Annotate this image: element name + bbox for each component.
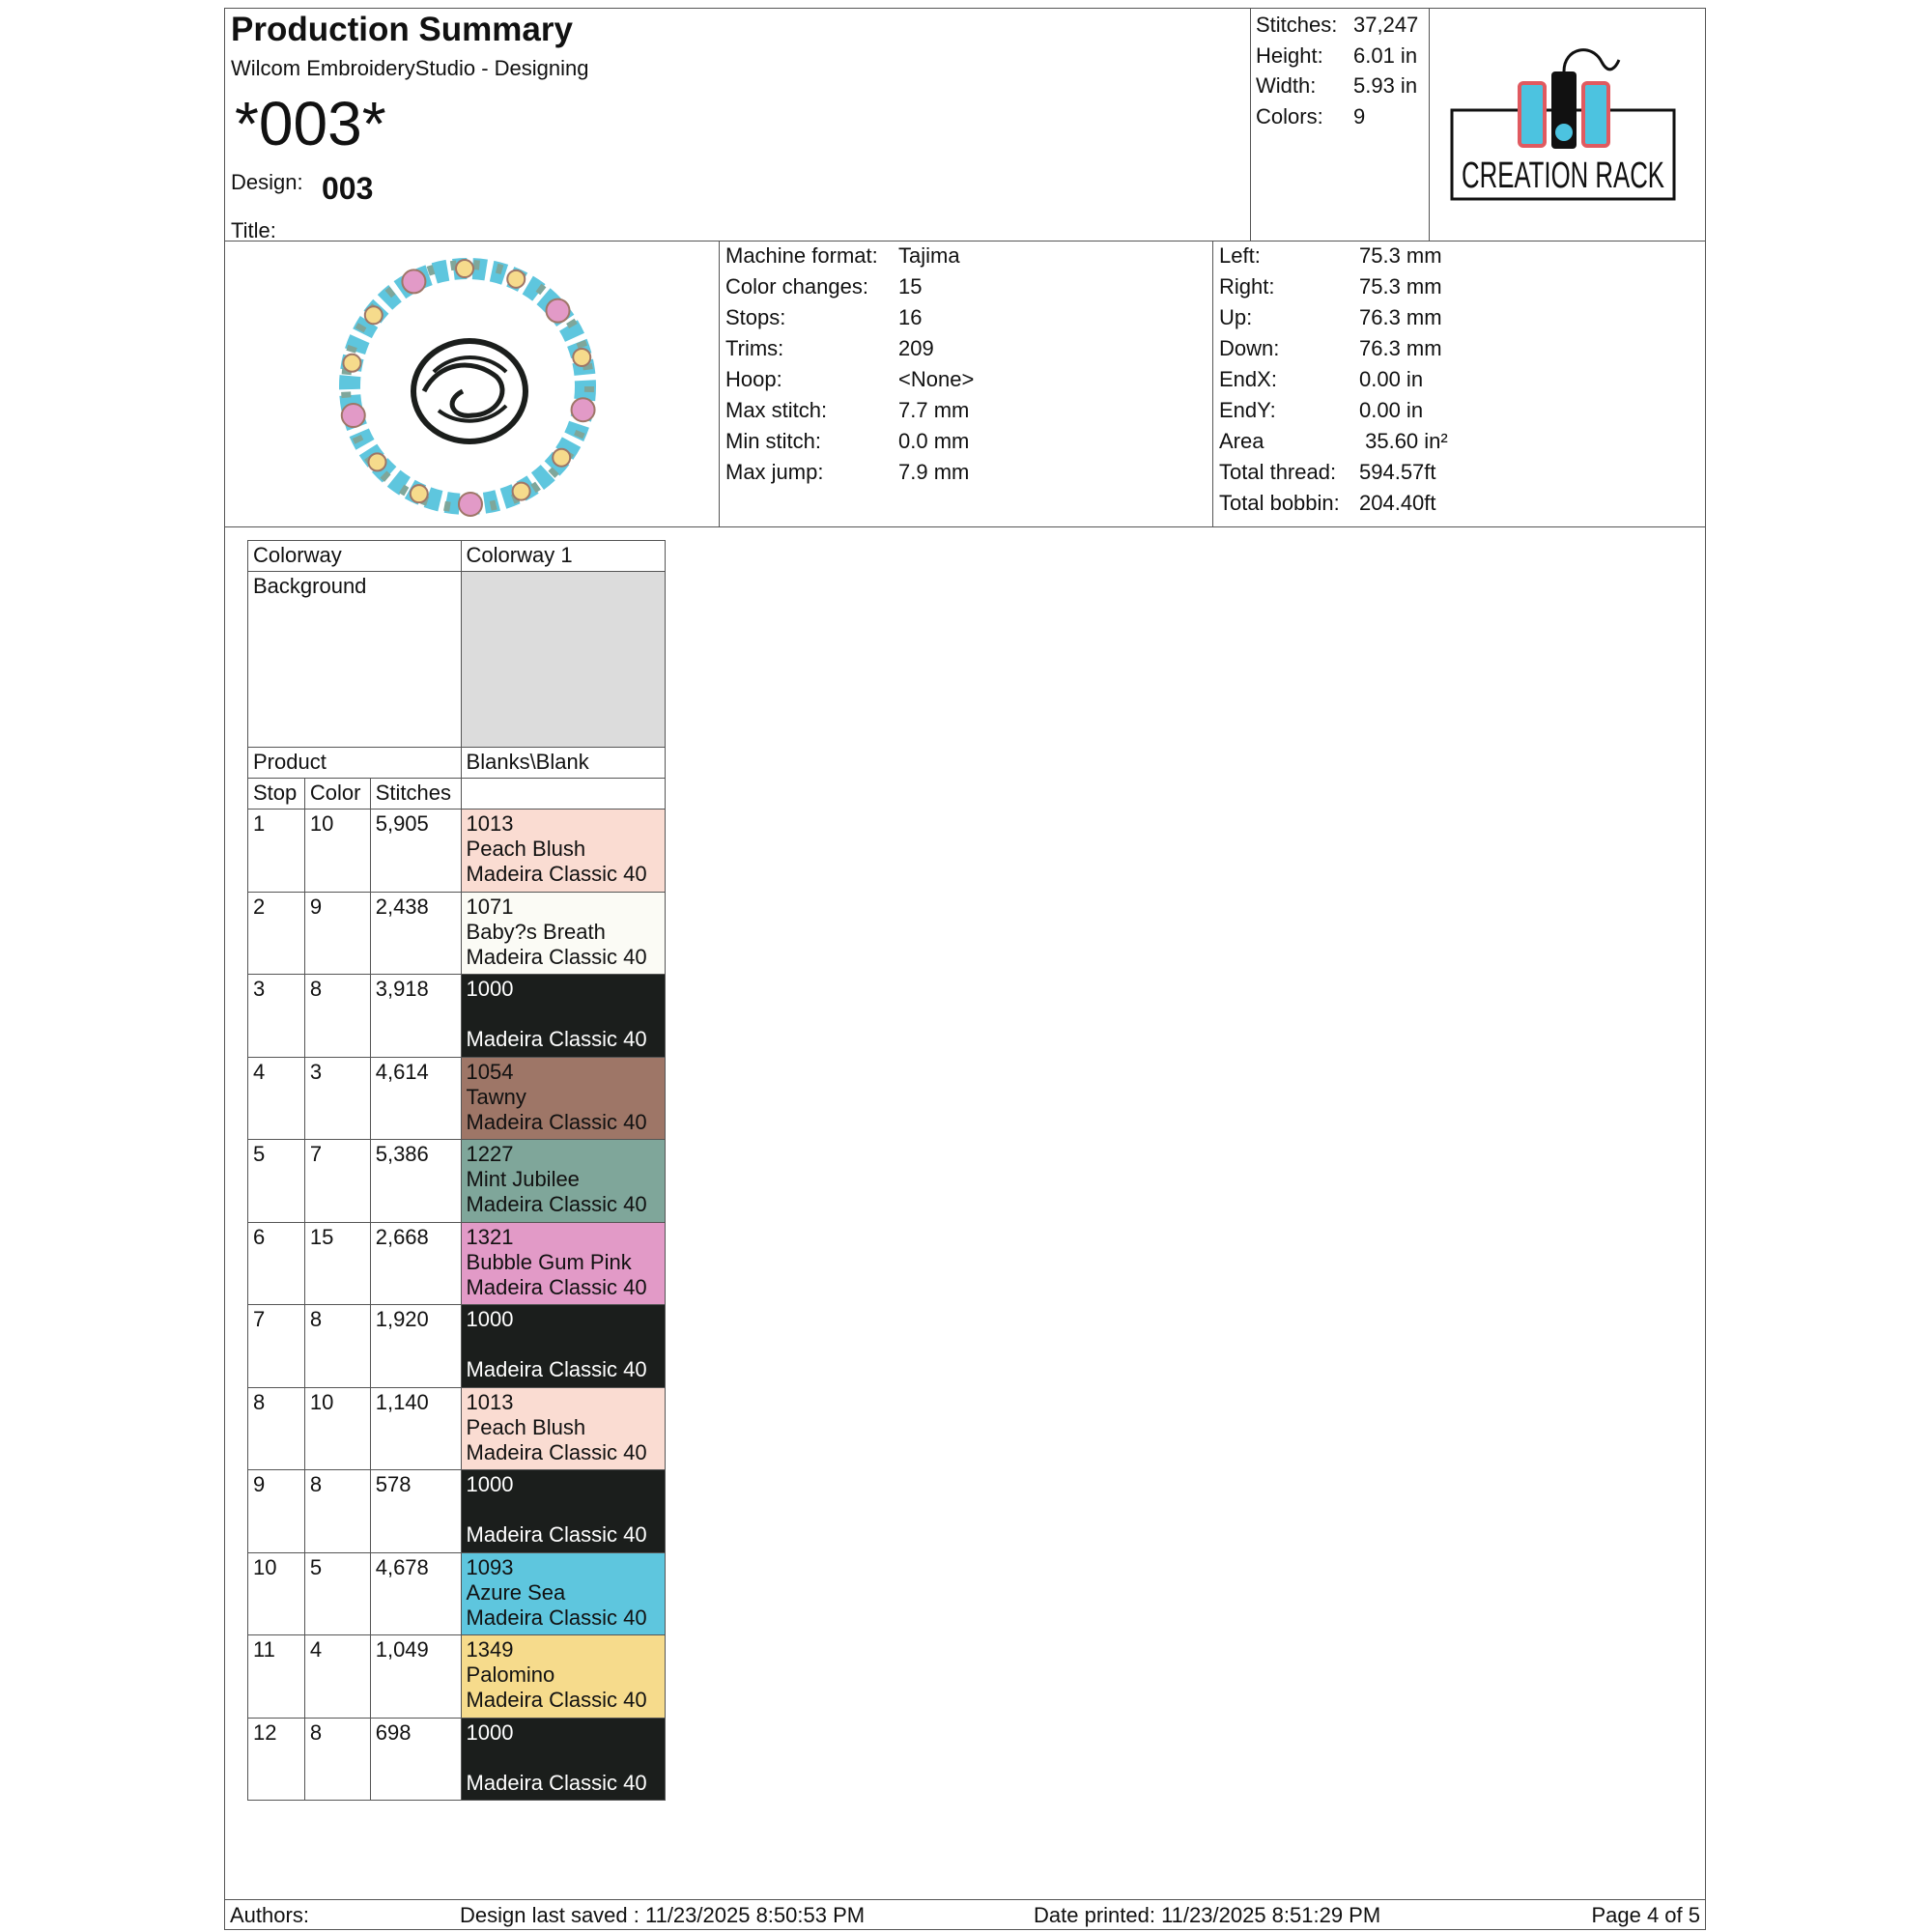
stitch-count: 1,920 (370, 1305, 461, 1388)
spool-icon (1520, 50, 1619, 149)
down-value: 76.3 mm (1359, 336, 1442, 360)
down-label: Down: (1219, 336, 1280, 360)
thread-brand: Madeira Classic 40 (466, 1688, 647, 1712)
thread-name: Mint Jubilee (466, 1167, 580, 1191)
yellow-flower (573, 349, 590, 366)
thread-swatch (461, 1140, 665, 1223)
table-row (248, 975, 666, 1058)
stitch-count: 2,668 (370, 1222, 461, 1305)
thread-swatch (461, 1222, 665, 1305)
yellow-flower (365, 306, 383, 324)
thread-swatch (461, 810, 665, 893)
stop-number: 4 (248, 1057, 305, 1140)
thread-brand: Madeira Classic 40 (466, 1770, 647, 1795)
colorway-label: Colorway (248, 541, 462, 572)
thread-name: Palomino (466, 1662, 555, 1687)
up-label: Up: (1219, 305, 1253, 329)
total-bobbin-label: Total bobbin: (1219, 491, 1340, 515)
color-changes-label: Color changes: (725, 274, 868, 298)
thread-swatch (461, 975, 665, 1058)
colors-label: Colors: (1256, 104, 1323, 128)
stop-number: 5 (248, 1140, 305, 1223)
width-value: 5.93 in (1353, 73, 1418, 98)
stitch-count: 2,438 (370, 892, 461, 975)
color-number: 8 (304, 975, 370, 1058)
table-row (248, 1057, 666, 1140)
thread-brand: Madeira Classic 40 (466, 1357, 647, 1381)
footer-page-number: Page 4 of 5 (1591, 1903, 1700, 1927)
endx-value: 0.00 in (1359, 367, 1424, 391)
color-number: 10 (304, 1387, 370, 1470)
stop-number: 6 (248, 1222, 305, 1305)
stitch-count: 578 (370, 1470, 461, 1553)
title-label: Title: (231, 218, 276, 242)
thread-name: Azure Sea (466, 1579, 566, 1605)
stitch-count: 5,386 (370, 1140, 461, 1223)
app-name: Wilcom EmbroideryStudio - Designing (231, 56, 589, 80)
thread-swatch (461, 1552, 665, 1635)
thread-code: 1321 (466, 1224, 514, 1249)
creation-rack-logo (1447, 43, 1679, 207)
thread-brand: Madeira Classic 40 (466, 1605, 647, 1630)
stitch-count: 1,049 (370, 1635, 461, 1719)
table-row (248, 1470, 666, 1553)
stop-number: 9 (248, 1470, 305, 1553)
table-row (248, 892, 666, 975)
table-row (248, 1140, 666, 1223)
thread-name: Peach Blush (466, 837, 586, 861)
table-row (248, 810, 666, 893)
stop-number: 11 (248, 1635, 305, 1719)
rose-flower (546, 299, 569, 323)
footer-last-saved: Design last saved : 11/23/2025 8:50:53 PM (460, 1903, 866, 1927)
yellow-flower (369, 453, 386, 470)
thread-brand: Madeira Classic 40 (466, 1274, 647, 1299)
thread-code: 1000 (466, 1719, 514, 1745)
endx-label: EndX: (1219, 367, 1277, 391)
thread-code: 1013 (466, 1389, 514, 1414)
stitch-count: 1,140 (370, 1387, 461, 1470)
footer-authors: Authors: (230, 1903, 309, 1927)
color-changes-value: 15 (898, 274, 923, 298)
color-number: 8 (304, 1718, 370, 1801)
left-label: Left: (1219, 243, 1261, 268)
color-number: 5 (304, 1552, 370, 1635)
thread-brand: Madeira Classic 40 (466, 862, 647, 886)
hoop-label: Hoop: (725, 367, 782, 391)
thread-swatch (461, 1057, 665, 1140)
thread-code: 1227 (466, 1142, 514, 1166)
design-label: Design: (231, 170, 303, 194)
area-label: Area (1219, 429, 1264, 453)
table-row (248, 1635, 666, 1719)
rose-flower (459, 493, 482, 516)
colorway-value: Colorway 1 (461, 541, 665, 572)
rose-flower (572, 398, 595, 421)
thread-swatch (461, 1470, 665, 1553)
color-number: 3 (304, 1057, 370, 1140)
thread-code: 1054 (466, 1059, 514, 1084)
thread-name (467, 1002, 660, 1027)
trims-label: Trims: (725, 336, 784, 360)
report-title: Production Summary (231, 11, 573, 48)
thread-code: 1093 (466, 1554, 514, 1579)
max-stitch-value: 7.7 mm (898, 398, 970, 422)
total-thread-value: 594.57ft (1359, 460, 1436, 484)
product-value: Blanks\Blank (461, 748, 665, 779)
rose-flower (342, 404, 365, 427)
min-stitch-label: Min stitch: (725, 429, 822, 453)
stop-number: 8 (248, 1387, 305, 1470)
stops-value: 16 (898, 305, 923, 329)
yellow-flower (553, 449, 570, 467)
product-label: Product (248, 748, 462, 779)
stitch-count: 4,678 (370, 1552, 461, 1635)
thread-swatch (461, 1387, 665, 1470)
table-row (248, 1552, 666, 1635)
stop-number: 10 (248, 1552, 305, 1635)
thread-name (467, 1497, 660, 1522)
max-jump-value: 7.9 mm (898, 460, 970, 484)
stop-number: 3 (248, 975, 305, 1058)
thread-brand: Madeira Classic 40 (466, 1439, 647, 1464)
thread-swatch (461, 1305, 665, 1388)
colorway-table (247, 540, 666, 1801)
stitches-value: 37,247 (1353, 13, 1419, 37)
endy-label: EndY: (1219, 398, 1276, 422)
thread-name (467, 1746, 660, 1771)
color-number: 8 (304, 1305, 370, 1388)
hoop-value: <None> (898, 367, 975, 391)
trims-value: 209 (898, 336, 934, 360)
thread-code: 1000 (466, 1307, 514, 1331)
up-value: 76.3 mm (1359, 305, 1442, 329)
stops-label: Stops: (725, 305, 786, 329)
thread-name: Bubble Gum Pink (466, 1249, 632, 1274)
max-stitch-label: Max stitch: (725, 398, 828, 422)
thread-brand: Madeira Classic 40 (466, 1027, 647, 1051)
yellow-flower (513, 483, 530, 500)
yellow-flower (456, 260, 473, 277)
col-header-stop: Stop (248, 779, 305, 810)
col-header-thread (461, 779, 665, 810)
area-value: 35.60 in² (1359, 429, 1448, 453)
total-bobbin-value: 204.40ft (1359, 491, 1436, 515)
design-value: 003 (322, 171, 374, 206)
thread-brand: Madeira Classic 40 (466, 1522, 647, 1547)
colors-value: 9 (1353, 104, 1366, 128)
height-label: Height: (1256, 43, 1323, 68)
thread-code: 1000 (466, 1472, 514, 1496)
endy-value: 0.00 in (1359, 398, 1424, 422)
color-number: 7 (304, 1140, 370, 1223)
stitch-count: 4,614 (370, 1057, 461, 1140)
stitches-label: Stitches: (1256, 13, 1338, 37)
color-number: 9 (304, 892, 370, 975)
yellow-flower (507, 270, 525, 288)
machine-format-label: Machine format: (725, 243, 878, 268)
thread-swatch (461, 892, 665, 975)
stitch-count: 3,918 (370, 975, 461, 1058)
total-thread-label: Total thread: (1219, 460, 1337, 484)
table-row (248, 1222, 666, 1305)
yellow-flower (343, 355, 360, 372)
machine-format-value: Tajima (898, 243, 960, 268)
logo-text: CREATION RACK (1462, 156, 1664, 196)
color-number: 8 (304, 1470, 370, 1553)
thread-name (467, 1332, 660, 1357)
background-label: Background (248, 572, 462, 748)
stop-number: 1 (248, 810, 305, 893)
table-row (248, 1718, 666, 1801)
stop-number: 2 (248, 892, 305, 975)
stitch-count: 698 (370, 1718, 461, 1801)
height-value: 6.01 in (1353, 43, 1418, 68)
max-jump-label: Max jump: (725, 460, 824, 484)
color-number: 10 (304, 810, 370, 893)
thread-brand: Madeira Classic 40 (466, 944, 647, 969)
table-row (248, 1387, 666, 1470)
design-preview (327, 246, 608, 526)
background-swatch (461, 572, 665, 748)
table-row (248, 1305, 666, 1388)
footer-date-printed: Date printed: 11/23/2025 8:51:29 PM (1034, 1903, 1381, 1927)
thread-code: 1349 (466, 1637, 514, 1662)
col-header-color: Color (304, 779, 370, 810)
design-big-name: *003* (235, 89, 386, 158)
col-header-stitches: Stitches (370, 779, 461, 810)
thread-name: Baby?s Breath (466, 919, 606, 944)
right-label: Right: (1219, 274, 1275, 298)
thread-brand: Madeira Classic 40 (466, 1109, 647, 1134)
min-stitch-value: 0.0 mm (898, 429, 970, 453)
thread-code: 1013 (466, 811, 514, 836)
stop-number: 12 (248, 1718, 305, 1801)
thread-swatch (461, 1635, 665, 1719)
right-value: 75.3 mm (1359, 274, 1442, 298)
thread-code: 1071 (466, 894, 514, 919)
thread-name: Peach Blush (466, 1414, 586, 1439)
color-number: 15 (304, 1222, 370, 1305)
thread-swatch (461, 1718, 665, 1801)
thread-code: 1000 (466, 977, 514, 1001)
thread-brand: Madeira Classic 40 (466, 1192, 647, 1216)
production-summary-sheet (224, 8, 1706, 1930)
color-number: 4 (304, 1635, 370, 1719)
yellow-flower (411, 485, 428, 502)
rose-flower (402, 270, 425, 293)
stop-number: 7 (248, 1305, 305, 1388)
stitch-count: 5,905 (370, 810, 461, 893)
left-value: 75.3 mm (1359, 243, 1442, 268)
thread-name: Tawny (466, 1084, 526, 1109)
width-label: Width: (1256, 73, 1317, 98)
